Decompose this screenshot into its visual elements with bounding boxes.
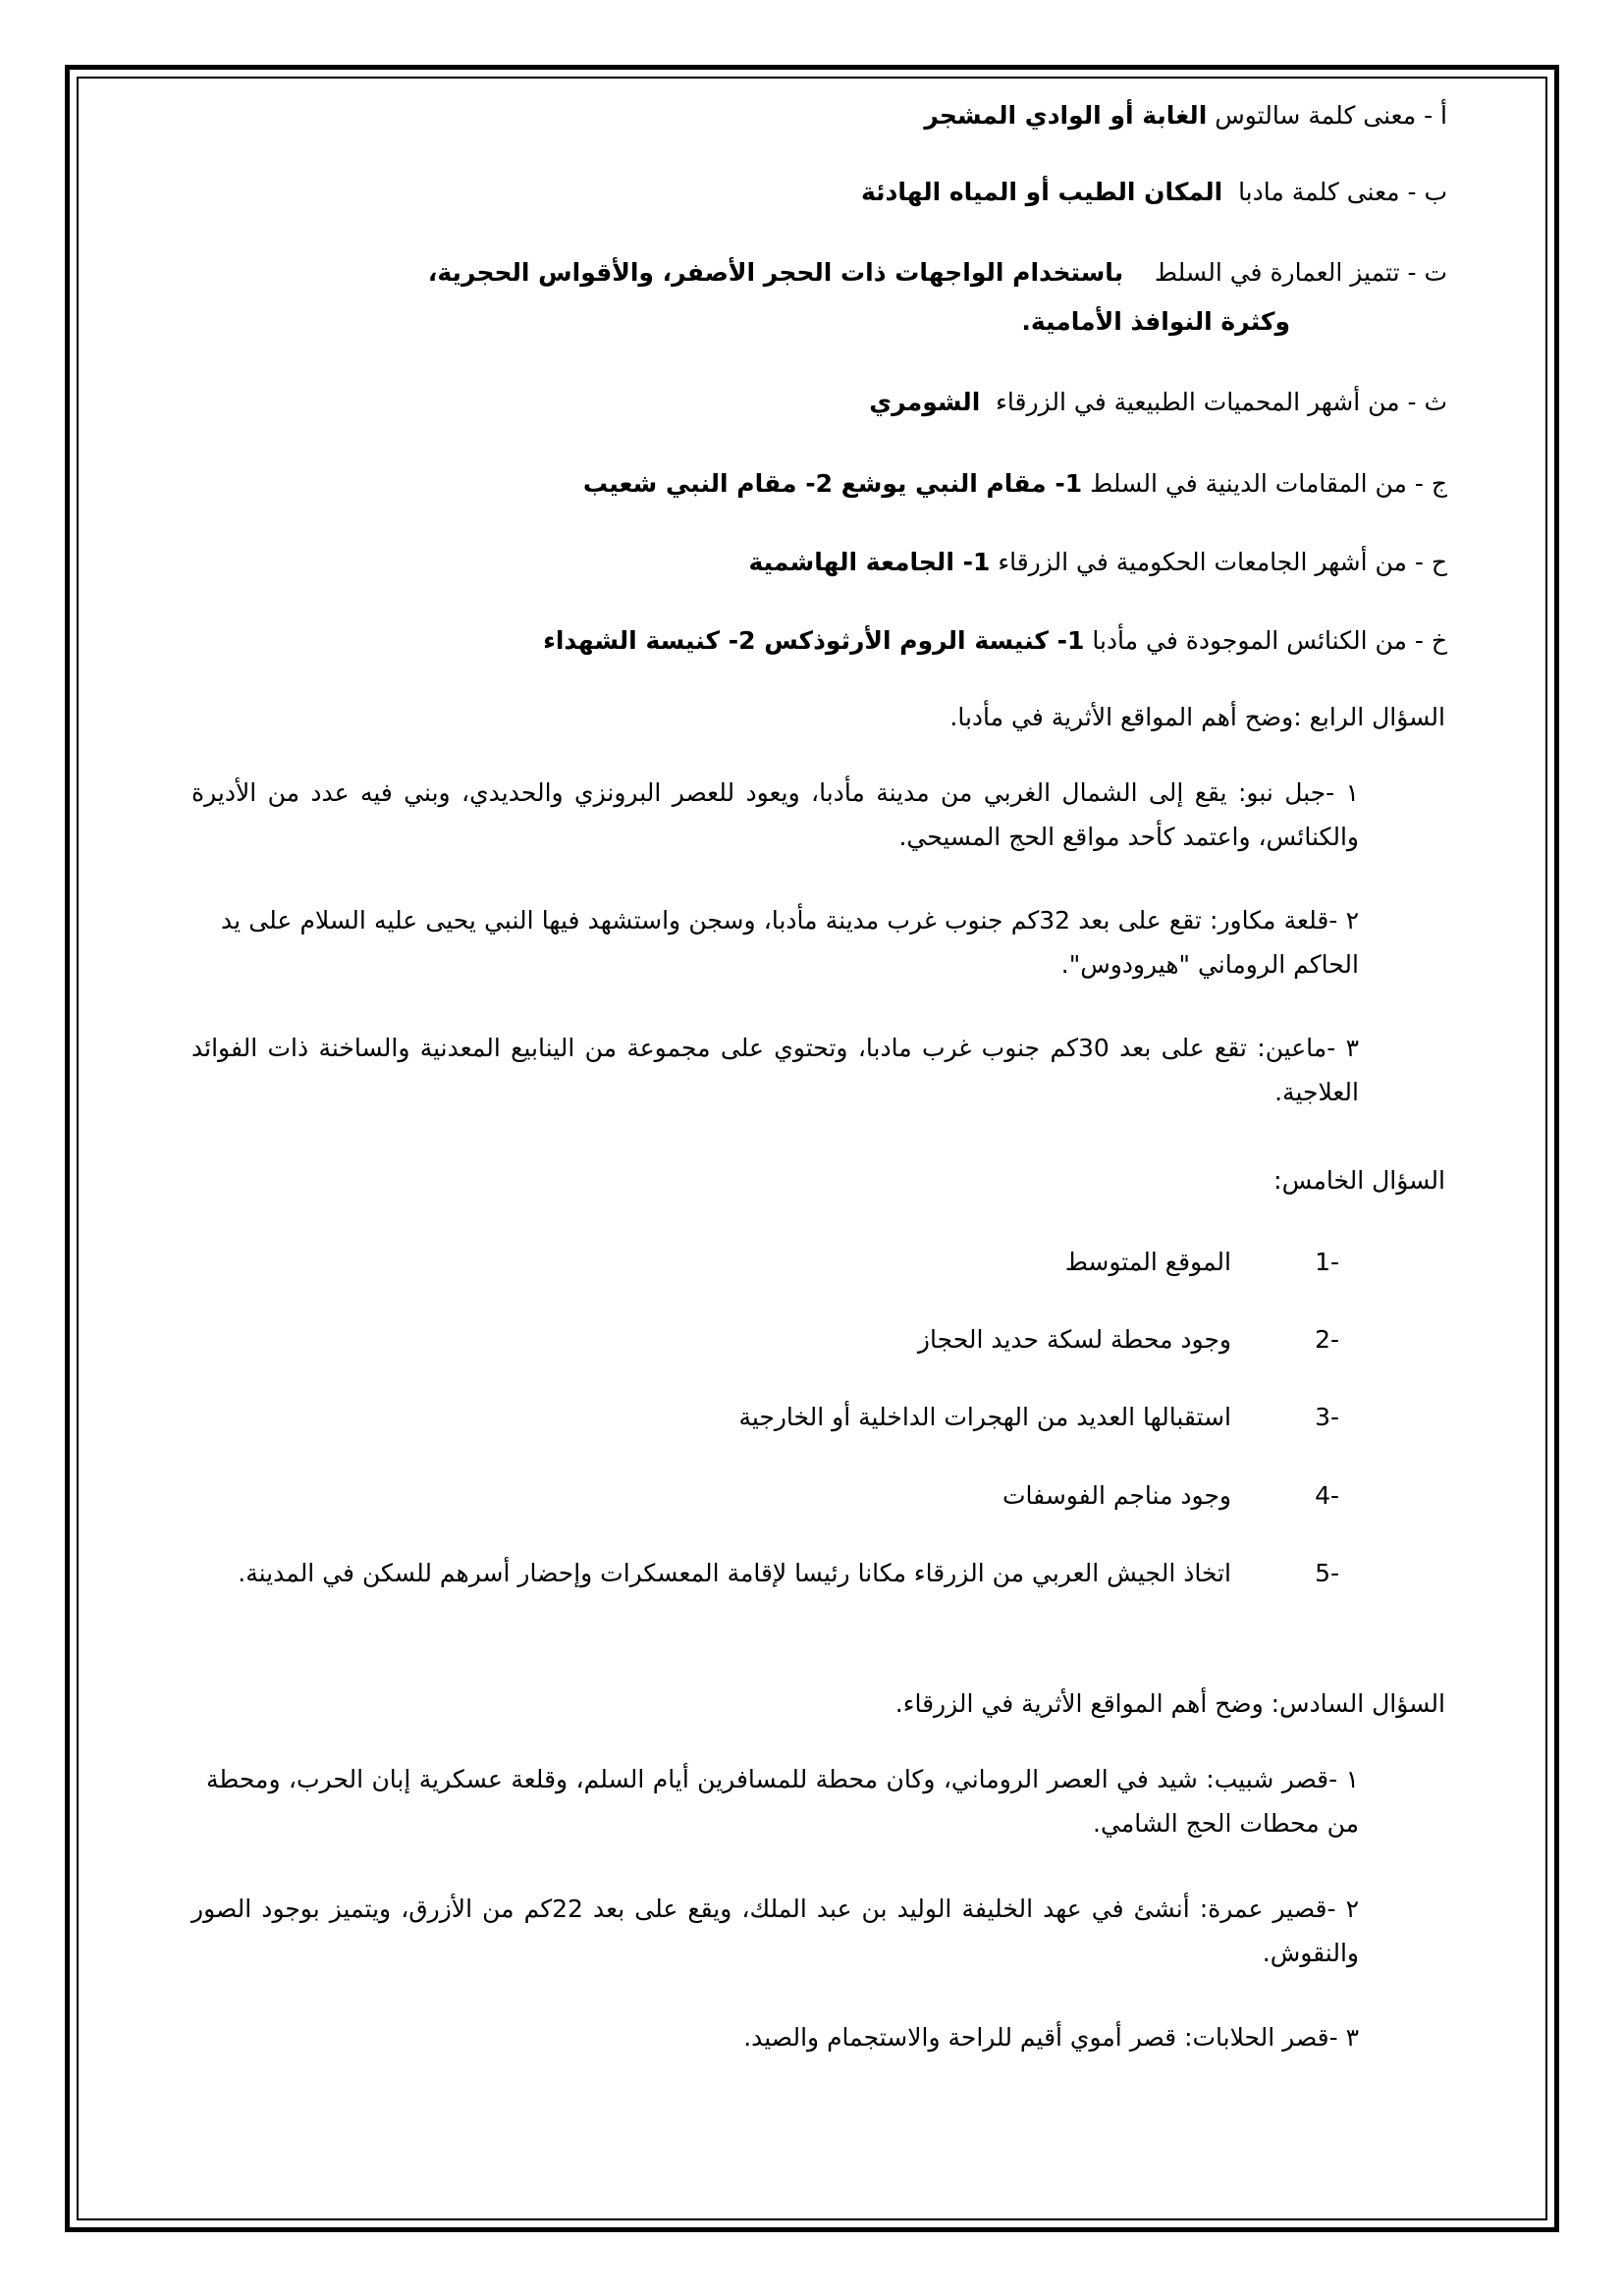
question-6-item-3: ٣ -قصر الحلابات: قصر أموي أقيم للراحة والاستجمام والصيد. — [743, 2023, 1359, 2052]
question-4-item-1: ١ -جبل نبو: يقع إلى الشمال الغربي من مدينة مأدبا، ويعود للعصر البرونزي والحديدي، وبني فيه عدد من الأديرة والكنائس، واعتمد كأحد مواقع الحج المسيحي. — [191, 778, 1359, 851]
question-4-item-3: ٣ -ماعين: تقع على بعد 30كم جنوب غرب مادبا، وتحتوي على مجموعة من الينابيع المعدنية والساخنة ذات الفوائد العلاجية. — [191, 1034, 1359, 1106]
question-5-title: السؤال الخامس: — [1273, 1166, 1445, 1195]
answer-line-a: أ - معنى كلمة سالتوس الغابة أو الوادي المشجر — [924, 101, 1447, 130]
answer-line-th: ث - من أشهر المحميات الطبيعية في الزرقاء الشومري — [869, 388, 1447, 416]
question-5-item-1: -1الموقع المتوسط — [1064, 1248, 1339, 1276]
answer-line-j: ج - من المقامات الدينية في السلط 1- مقام النبي يوشع 2- مقام النبي شعيب — [582, 469, 1447, 498]
question-4-title: السؤال الرابع :وضح أهم المواقع الأثرية في مأدبا. — [949, 703, 1445, 731]
question-5-item-3: -3استقبالها العديد من الهجرات الداخلية أو الخارجية — [738, 1403, 1339, 1431]
question-5-item-2: -2وجود محطة لسكة حديد الحجاز — [917, 1325, 1339, 1354]
question-5-item-4: -4وجود مناجم الفوسفات — [1002, 1481, 1339, 1510]
question-6-title: السؤال السادس: وضح أهم المواقع الأثرية في الزرقاء. — [894, 1689, 1445, 1718]
answer-line-kh: خ - من الكنائس الموجودة في مأدبا 1- كنيسة الروم الأرثوذكس 2- كنيسة الشهداء — [543, 626, 1447, 655]
answer-line-b: ب - معنى كلمة مادبا المكان الطيب أو المياه الهادئة — [860, 178, 1447, 206]
question-4-item-2: ٢ -قلعة مكاور: تقع على بعد 32كم جنوب غرب مدينة مأدبا، وسجن واستشهد فيها النبي يحيى عليه السلام على يد الحاكم الروماني "هيرودوس". — [221, 906, 1359, 979]
question-6-item-1: ١ -قصر شبيب: شيد في العصر الروماني، وكان محطة للمسافرين أيام السلم، وقلعة عسكرية إبان الحرب، ومحطة من محطات الحج الشامي. — [206, 1765, 1359, 1838]
answer-line-h: ح - من أشهر الجامعات الحكومية في الزرقاء 1- الجامعة الهاشمية — [748, 548, 1447, 576]
question-6-item-2: ٢ -قصير عمرة: أنشئ في عهد الخليفة الوليد بن عبد الملك، ويقع على بعد 22كم من الأزرق، ويتميز بوجود الصور والنقوش. — [191, 1895, 1359, 1967]
question-5-item-5: -5اتخاذ الجيش العربي من الزرقاء مكانا رئيسا لإقامة المعسكرات وإحضار أسرهم للسكن في المدينة. — [238, 1559, 1339, 1587]
answer-line-t-continuation: وكثرة النوافذ الأمامية. — [1021, 307, 1290, 336]
answer-line-t: ت - تتميز العمارة في السلط باستخدام الواجهات ذات الحجر الأصفر، والأقواس الحجرية، — [427, 258, 1447, 287]
